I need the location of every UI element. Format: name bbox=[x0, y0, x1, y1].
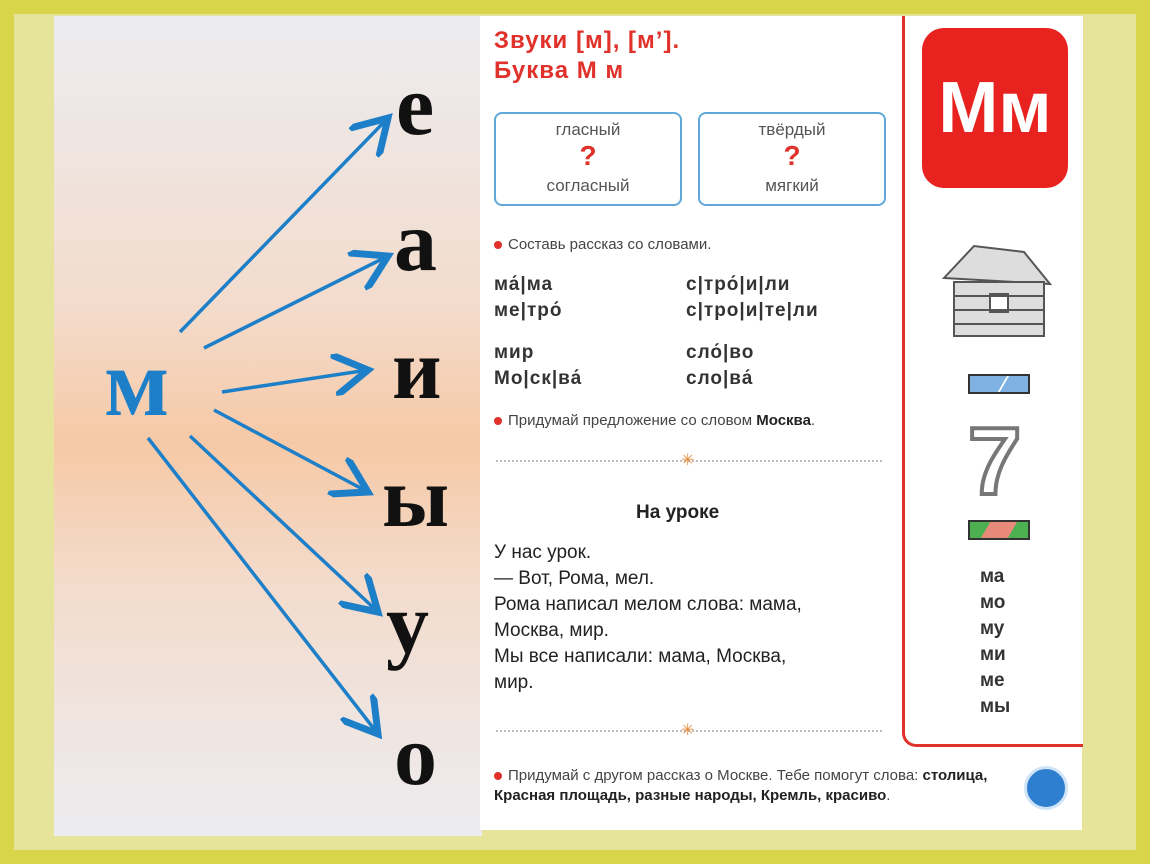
bullet-icon bbox=[494, 772, 502, 780]
task-2-text: Придумай предложение со словом bbox=[508, 412, 757, 429]
task-2 bbox=[494, 412, 815, 429]
story-line: У нас урок. bbox=[494, 542, 592, 563]
sound-scheme-icon bbox=[968, 520, 1030, 540]
story-line: Рома написал мелом слова: мама, bbox=[494, 594, 802, 615]
hard-soft-box bbox=[698, 112, 886, 206]
question-mark: ? bbox=[579, 140, 597, 171]
arrow-to-e bbox=[180, 118, 388, 332]
task-3-text: Придумай с другом рассказ о Москве. Тебе помогут слова: bbox=[508, 767, 923, 784]
page-number: 7 bbox=[968, 408, 1022, 515]
sound-scheme-icon bbox=[968, 374, 1030, 394]
syllable: ма bbox=[980, 566, 1005, 587]
task-2-bold: Москва bbox=[756, 412, 811, 429]
house-icon bbox=[934, 238, 1064, 348]
task-1-text: Составь рассказ со словами. bbox=[508, 236, 712, 253]
bullet-icon bbox=[494, 241, 502, 249]
box-label-bottom: мягкий bbox=[765, 176, 819, 195]
vowel-consonant-box bbox=[494, 112, 682, 206]
task-1 bbox=[494, 236, 711, 253]
star-ornament-icon: ✳ bbox=[681, 722, 695, 739]
story-line: Мы все написали: мама, Москва, bbox=[494, 646, 787, 667]
syllable: ми bbox=[980, 644, 1006, 665]
vowel-a: а bbox=[394, 193, 437, 289]
syllable: мы bbox=[980, 696, 1011, 717]
bullet-icon bbox=[494, 417, 502, 425]
story-line: мир. bbox=[494, 672, 534, 693]
syllable: мо bbox=[980, 592, 1006, 613]
vowel-i: и bbox=[392, 321, 442, 417]
word-left-1: ма́|ма bbox=[494, 274, 554, 295]
question-mark: ? bbox=[783, 140, 801, 171]
arrow-to-i bbox=[222, 370, 368, 392]
story-text bbox=[494, 540, 888, 696]
partner-work-icon bbox=[1024, 766, 1068, 810]
task-3 bbox=[494, 766, 1024, 806]
star-ornament-icon: ✳ bbox=[681, 452, 695, 469]
task-2-end: . bbox=[810, 412, 816, 429]
word-right-3: сло́|во bbox=[686, 342, 755, 363]
vowel-o: о bbox=[394, 707, 437, 803]
word-left-2: ме|тро́ bbox=[494, 300, 563, 321]
word-left-3: мир bbox=[494, 342, 535, 363]
consonant-letter: м bbox=[104, 329, 170, 436]
letter-badge: Мм bbox=[922, 28, 1068, 188]
word-left-4: Мо|ск|ва́ bbox=[494, 368, 583, 389]
arrow-to-u bbox=[190, 436, 378, 612]
box-label-top: твёрдый bbox=[758, 120, 826, 139]
arrow-to-a bbox=[204, 256, 388, 348]
syllable: му bbox=[980, 618, 1005, 639]
vowel-y: ы bbox=[382, 449, 450, 545]
title-line-1: Звуки [м], [м’]. bbox=[494, 27, 681, 54]
word-right-2: с|тро|и|те|ли bbox=[686, 300, 819, 321]
story-line: Москва, мир. bbox=[494, 620, 609, 641]
box-label-top: гласный bbox=[555, 120, 621, 139]
box-label-bottom: согласный bbox=[546, 176, 630, 195]
story-title: На уроке bbox=[636, 502, 720, 523]
vowel-u: у bbox=[386, 575, 429, 671]
story-line: — Вот, Рома, мел. bbox=[494, 568, 655, 589]
word-right-4: сло|ва́ bbox=[686, 368, 754, 389]
task-3-bold: столица, Красная площадь, разные народы, Кремль, красиво bbox=[494, 767, 988, 804]
page-title bbox=[494, 26, 680, 86]
syllable: ме bbox=[980, 670, 1005, 691]
task-3-end: . bbox=[886, 787, 891, 804]
vowel-e: е bbox=[396, 57, 435, 153]
word-right-1: с|тро́|и|ли bbox=[686, 274, 791, 295]
arrow-to-o bbox=[148, 438, 378, 734]
title-line-2: Буква М м bbox=[494, 57, 625, 84]
